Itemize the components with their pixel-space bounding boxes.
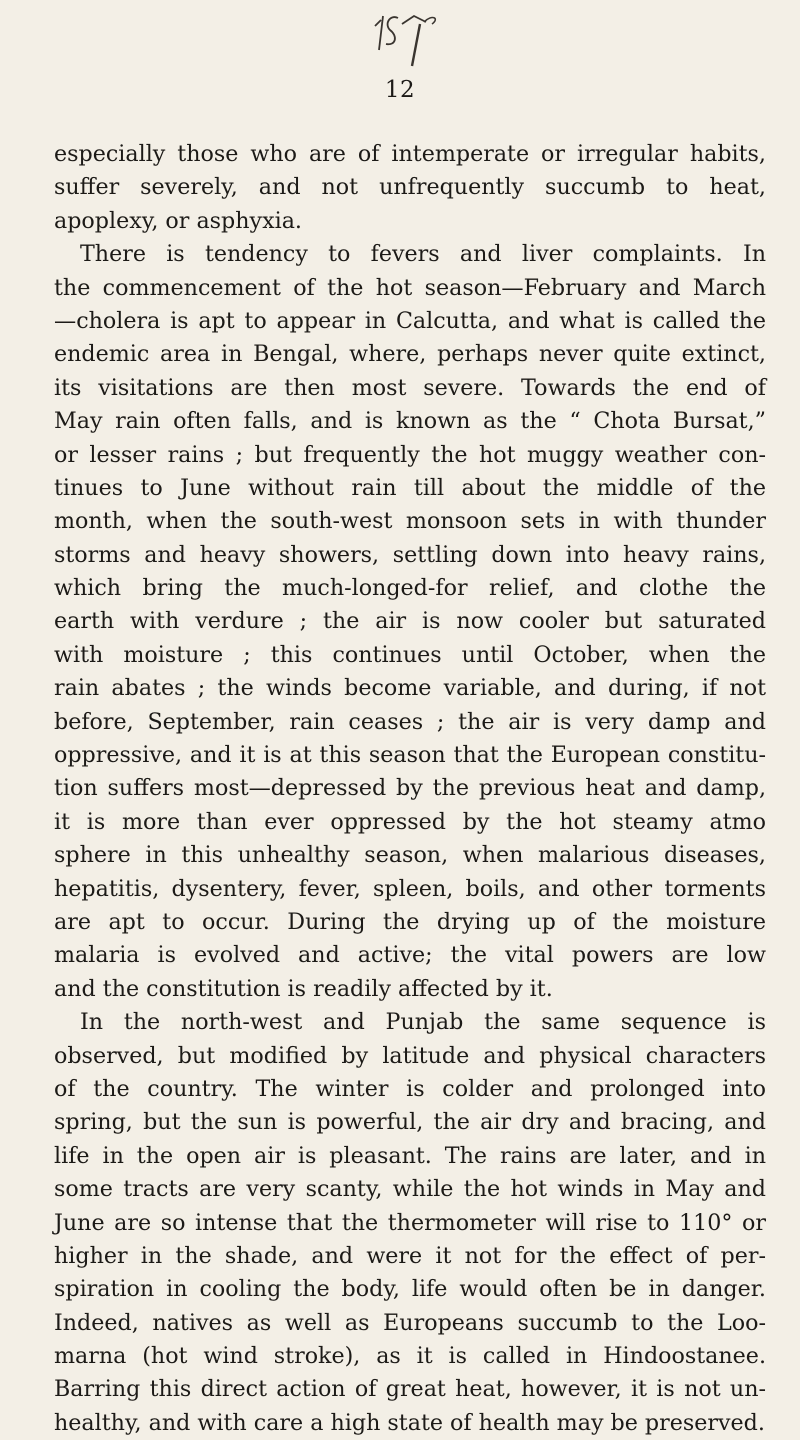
text-line: spiration in cooling the body, life would often be in danger.	[54, 1276, 766, 1303]
handwritten-mark	[372, 4, 462, 74]
text-line: apoplexy, or asphyxia.	[54, 207, 302, 234]
text-line: marna (hot wind stroke), as it is called in Hindoostanee.	[54, 1343, 766, 1370]
text-line: suffer severely, and not unfrequently succumb to heat,	[54, 174, 766, 201]
text-line: There is tendency to fevers and liver complaints. In	[80, 241, 766, 268]
text-line: with moisture ; this continues until October, when the	[54, 641, 766, 668]
text-line: hepatitis, dysentery, fever, spleen, boils, and other torments	[54, 875, 766, 902]
text-line: especially those who are of intemperate or irregular habits,	[54, 141, 766, 167]
text-line: before, September, rain ceases ; the air is very damp and	[54, 708, 766, 735]
text-line: it is more than ever oppressed by the hot steamy atmo	[54, 808, 766, 835]
text-line: tion suffers most—depressed by the previous heat and damp,	[54, 775, 766, 802]
text-line: of the country. The winter is colder and prolonged into	[54, 1075, 766, 1102]
text-line: or lesser rains ; but frequently the hot muggy weather con-	[54, 441, 766, 468]
text-line: In the north-west and Punjab the same sequence is	[80, 1009, 766, 1036]
text-line: sphere in this unhealthy season, when malarious diseases,	[54, 842, 766, 869]
page-number: 12	[384, 77, 416, 103]
text-line: its visitations are then most severe. Towards the end of	[54, 374, 766, 401]
text-line: storms and heavy showers, settling down into heavy rains,	[54, 541, 766, 568]
text-line: some tracts are very scanty, while the hot winds in May and	[54, 1176, 766, 1203]
text-line: Indeed, natives as well as Europeans succumb to the Loo-	[54, 1309, 766, 1336]
text-line: malaria is evolved and active; the vital powers are low	[54, 942, 766, 969]
text-line: endemic area in Bengal, where, perhaps never quite extinct,	[54, 341, 766, 368]
body-text	[54, 138, 766, 1440]
text-line: and the constitution is readily affected by it.	[54, 975, 553, 1002]
text-line: which bring the much-longed-for relief, and clothe the	[54, 575, 766, 602]
text-line: —cholera is apt to appear in Calcutta, and what is called the	[54, 307, 766, 334]
text-line: healthy, and with care a high state of health may be preserved.	[54, 1409, 765, 1436]
text-line: higher in the shade, and were it not for the effect of per-	[54, 1242, 766, 1269]
text-line: tinues to June without rain till about the middle of the	[54, 474, 766, 501]
text-line: spring, but the sun is powerful, the air dry and bracing, and	[54, 1109, 766, 1136]
text-line: earth with verdure ; the air is now cooler but saturated	[54, 608, 766, 635]
text-line: observed, but modified by latitude and physical characters	[54, 1042, 766, 1069]
text-line: month, when the south-west monsoon sets in with thunder	[54, 508, 766, 535]
text-line: are apt to occur. During the drying up of the moisture	[54, 908, 766, 935]
text-line: rain abates ; the winds become variable, and during, if not	[54, 675, 766, 702]
text-line: Barring this direct action of great heat, however, it is not un-	[54, 1376, 766, 1403]
text-line: June are so intense that the thermometer will rise to 110° or	[54, 1209, 766, 1236]
text-line: oppressive, and it is at this season that the European constitu-	[54, 742, 766, 769]
text-line: the commencement of the hot season—February and March	[54, 274, 766, 301]
text-line: life in the open air is pleasant. The rains are later, and in	[54, 1142, 766, 1169]
text-line: May rain often falls, and is known as the “ Chota Bursat,”	[54, 408, 766, 435]
